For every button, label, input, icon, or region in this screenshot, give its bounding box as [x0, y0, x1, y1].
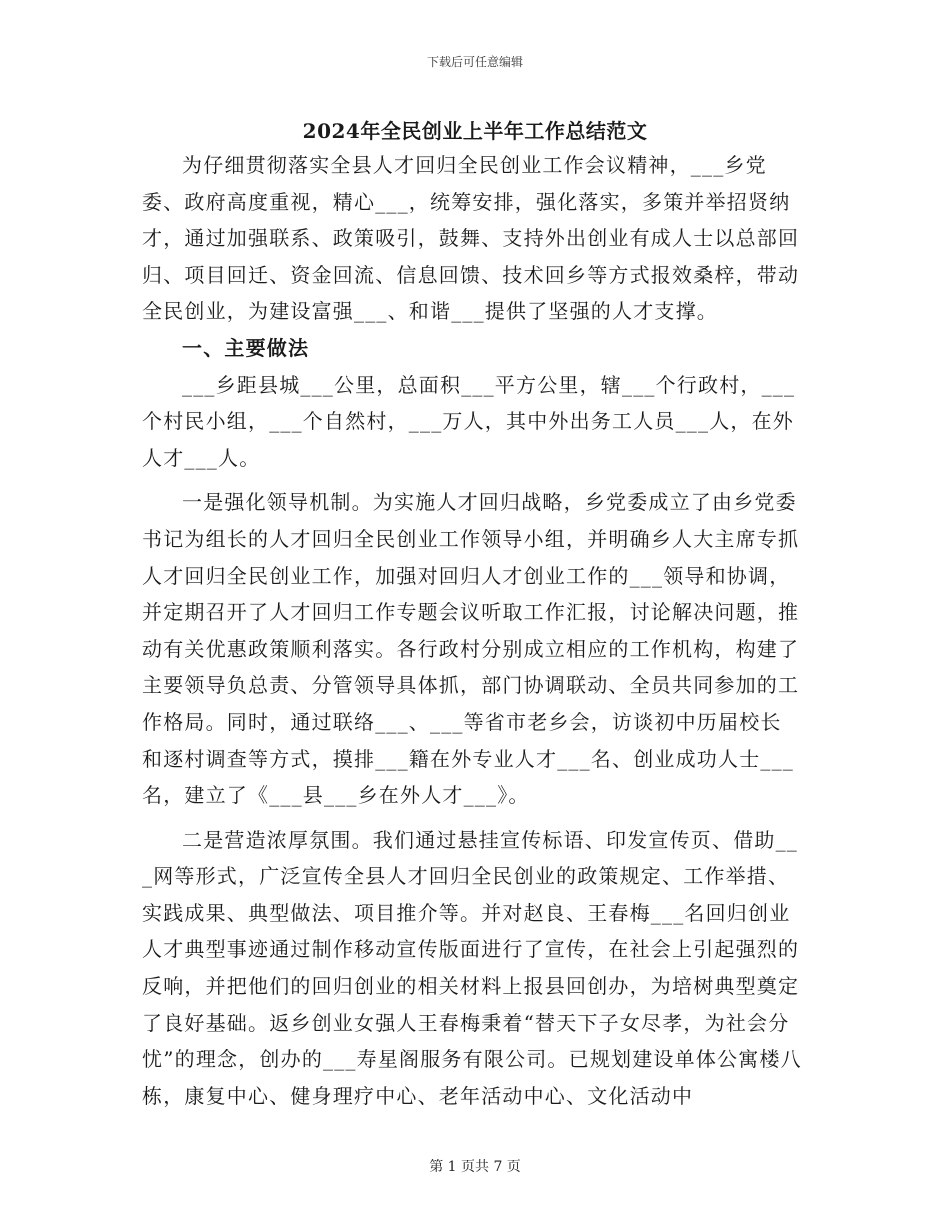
atmosphere-paragraph: 二是营造浓厚氛围。我们通过悬挂宣传标语、印发宣传页、借助___网等形式，广泛宣传全县人才回归全民创业的政策规定、工作举措、实践成果、典型做法、项目推介等。并对赵良、王春梅___名回归创业人才典型事迹通过制作移动宣传版面进行了宣传，在社会上引起强烈的反响，并把他们的回归创业的相关材料上报县回创办，为培树典型奠定了良好基础。返乡创业女强人王春梅秉着“替天下子女尽孝，为社会分忧”的理念，创办的___寿星阁服务有限公司。已规划建设单体公寓楼八栋，康复中心、健身理疗中心、老年活动中心、文化活动中 [142, 827, 802, 1108]
overview-paragraph: ___乡距县城___公里，总面积___平方公里，辖___个行政村，___个村民小组，___个自然村，___万人，其中外出务工人员___人，在外人才___人。 [142, 372, 796, 470]
header-note: 下载后可任意编辑 [426, 55, 523, 69]
document-body [142, 147, 802, 1114]
section-heading: 一、主要做法 [182, 335, 310, 360]
document-title: 2024年全民创业上半年工作总结范文 [302, 119, 648, 143]
page-number: 第 1 页共 7 页 [429, 1159, 521, 1175]
leadership-paragraph: 一是强化领导机制。为实施人才回归战略，乡党委成立了由乡党委书记为组长的人才回归全民创业工作领导小组，并明确乡人大主席专抓人才回归全民创业工作，加强对回归人才创业工作的___领导和协调，并定期召开了人才回归工作专题会议听取工作汇报，讨论解决问题，推动有关优惠政策顺利落实。各行政村分别成立相应的工作机构，构建了主要领导负总责、分管领导具体抓，部门协调联动、全员共同参加的工作格局。同时，通过联络___、___等省市老乡会，访谈初中历届校长和逐村调查等方式，摸排___籍在外专业人才___名、创业成功人士___名，建立了《___县___乡在外人才___》。 [142, 490, 800, 808]
intro-paragraph: 为仔细贯彻落实全县人才回归全民创业工作会议精神，___乡党委、政府高度重视，精心___，统筹安排，强化落实，多策并举招贤纳才，通过加强联系、政策吸引，鼓舞、支持外出创业有成人士以总部回归、项目回迁、资金回流、信息回馈、技术回乡等方式报效桑梓，带动全民创业，为建设富强___、和谐___提供了坚强的人才支撑。 [142, 153, 800, 324]
